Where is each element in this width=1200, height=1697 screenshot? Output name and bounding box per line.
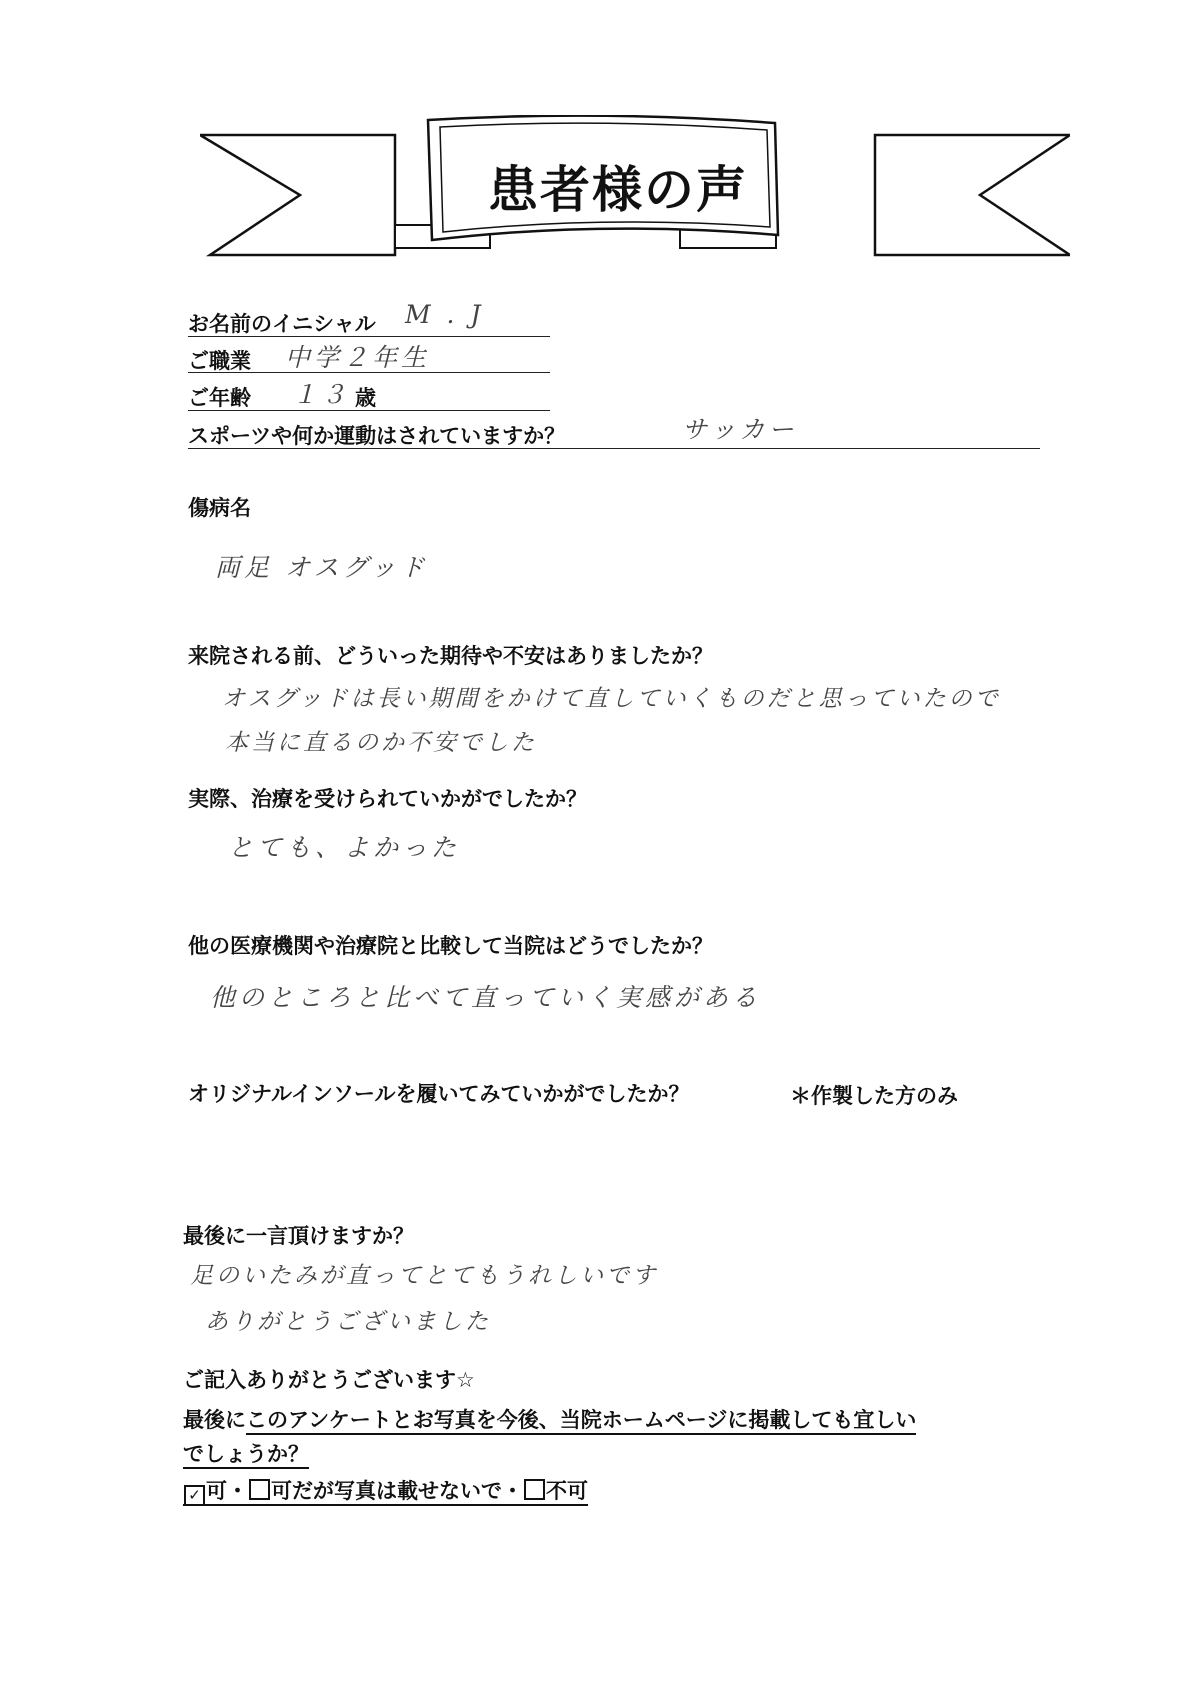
treatment-answer: とても、よかった <box>228 833 461 862</box>
sports-rule <box>188 448 1040 449</box>
option-yes-label: 可 <box>206 1479 227 1503</box>
option-no-label: 不可 <box>546 1479 588 1503</box>
age-label: ご年齢 <box>188 386 251 410</box>
compare-question: 他の医療機関や治療院と比較して当院はどうでしたか？ <box>188 934 713 958</box>
before-answer-line1: オスグッドは長い期間をかけて直していくものだと思っていたので <box>222 686 1001 712</box>
occupation-value: 中学２年生 <box>285 343 431 372</box>
age-value: １３ <box>292 380 351 409</box>
separator: ・ <box>502 1479 523 1503</box>
last-answer-line2: ありがとうございました <box>205 1309 491 1335</box>
initials-value: M . J <box>405 300 485 329</box>
consent-line2 <box>183 1438 309 1468</box>
check-icon: ✓ <box>188 1486 201 1504</box>
consent-options <box>183 1475 588 1506</box>
injury-value: 両足 オスグッド <box>215 553 429 582</box>
sports-label: スポーツや何か運動はされていますか？ <box>188 424 566 448</box>
occupation-rule <box>188 372 550 373</box>
checkbox-yes[interactable] <box>184 1485 205 1506</box>
consent-line1-main: このアンケートとお写真を今後、当院ホームページに掲載しても宜しい <box>246 1408 916 1435</box>
age-unit: 歳 <box>355 386 376 410</box>
last-question: 最後に一言頂けますか？ <box>183 1224 414 1248</box>
insole-note: ＊作製した方のみ <box>790 1084 958 1108</box>
treatment-question: 実際、治療を受けられていかがでしたか？ <box>188 787 587 811</box>
consent-line1-prefix: 最後に <box>183 1408 246 1432</box>
option-no-photo-label: 可だが写真は載せないで <box>271 1479 502 1503</box>
initials-rule <box>188 336 550 337</box>
sports-value: サッカー <box>682 415 798 444</box>
consent-options-underline <box>183 1479 588 1506</box>
before-answer-line2: 本当に直るのか不安でした <box>225 730 537 756</box>
initials-label: お名前のイニシャル <box>188 312 376 336</box>
thanks-text: ご記入ありがとうございます☆ <box>183 1368 475 1392</box>
separator: ・ <box>227 1479 248 1503</box>
checkbox-no[interactable] <box>524 1479 545 1500</box>
compare-answer: 他のところと比べて直っていく実感がある <box>210 983 762 1012</box>
insole-question: オリジナルインソールを履いてみていかがでしたか？ <box>188 1082 690 1106</box>
checkbox-no-photo[interactable] <box>249 1479 270 1500</box>
before-question: 来院される前、どういった期待や不安はありましたか？ <box>188 644 713 668</box>
age-rule <box>188 410 550 411</box>
occupation-label: ご職業 <box>188 349 251 373</box>
consent-line2-text: でしょうか？ <box>183 1442 309 1469</box>
consent-line1 <box>183 1404 916 1434</box>
last-answer-line1: 足のいたみが直ってとてもうれしいです <box>190 1263 658 1289</box>
injury-label: 傷病名 <box>188 496 251 520</box>
page-title: 患者様の声 <box>488 161 748 219</box>
